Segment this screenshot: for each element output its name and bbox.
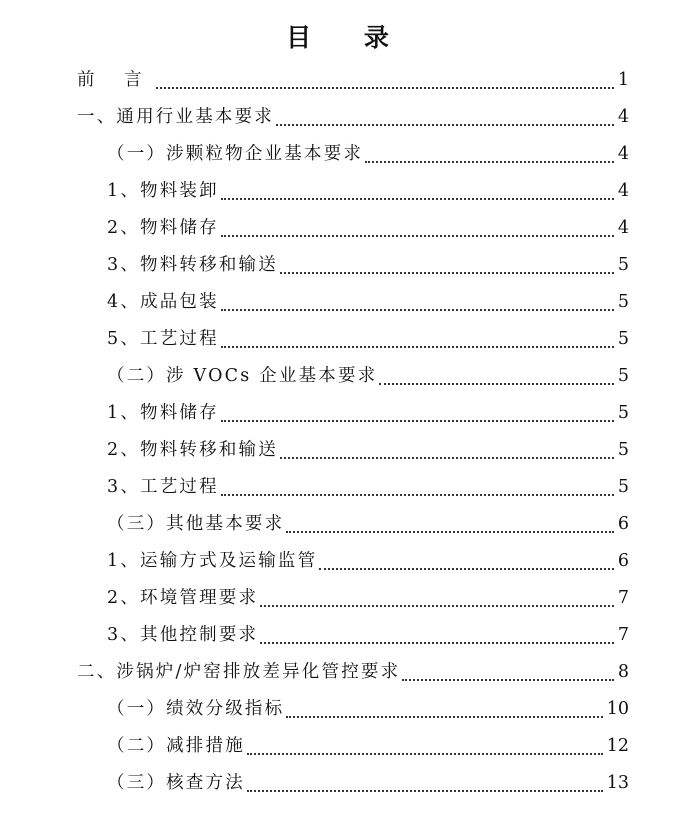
toc-entry-text: 1、物料储存: [107, 402, 219, 423]
toc-entry[interactable]: [107, 617, 629, 654]
toc-page-number: 5: [617, 291, 629, 312]
toc-leader-dots: [319, 567, 614, 570]
toc-leader-dots: [280, 271, 614, 274]
toc-entry-text: （一）涉颗粒物企业基本要求: [107, 143, 364, 164]
toc-entry[interactable]: [107, 173, 629, 210]
toc-page-number: 5: [617, 439, 629, 460]
toc-page-number: 7: [617, 624, 629, 645]
toc-page-number: 10: [606, 698, 629, 719]
toc-leader-dots: [260, 641, 614, 644]
toc-entry-text: （一）绩效分级指标: [107, 698, 285, 719]
toc-page-number: 5: [617, 476, 629, 497]
toc-entry[interactable]: [107, 210, 629, 247]
toc-entry[interactable]: [77, 99, 629, 136]
toc-entry-text: （三）其他基本要求: [107, 513, 285, 534]
toc-entry-text: 2、物料转移和输送: [107, 439, 278, 460]
toc-entry-text: （二）减排措施: [107, 735, 245, 756]
toc-page-number: 4: [617, 143, 629, 164]
toc-leader-dots: [402, 678, 614, 681]
toc-entry-text: 1、物料装卸: [107, 180, 219, 201]
toc-leader-dots: [221, 234, 614, 237]
toc-entry-text: 3、物料转移和输送: [107, 254, 278, 275]
toc-entry-text: 二、涉锅炉/炉窑排放差异化管控要求: [77, 661, 401, 682]
toc-entry[interactable]: [77, 654, 629, 691]
toc-page-number: 6: [617, 513, 629, 534]
toc-leader-dots: [286, 530, 614, 533]
toc-entry[interactable]: [107, 247, 629, 284]
toc-entry[interactable]: [107, 284, 629, 321]
toc-entry[interactable]: [107, 765, 629, 802]
toc-leader-dots: [221, 493, 614, 496]
toc-page-number: 13: [606, 772, 629, 793]
toc-entry-text: 一、通用行业基本要求: [77, 106, 274, 127]
toc-entry-text: （三）核查方法: [107, 772, 245, 793]
toc-entry[interactable]: [107, 432, 629, 469]
toc-leader-dots: [247, 752, 603, 755]
toc-leader-dots: [221, 345, 614, 348]
toc-entry-text: 4、成品包装: [107, 291, 219, 312]
toc-entry[interactable]: [107, 469, 629, 506]
toc-leader-dots: [247, 789, 603, 792]
toc-entry[interactable]: [107, 543, 629, 580]
toc-title: 目 录: [286, 23, 411, 52]
toc-entry[interactable]: [77, 62, 629, 99]
toc-entry[interactable]: [107, 136, 629, 173]
toc-entry[interactable]: [107, 358, 629, 395]
toc-page-number: 5: [617, 254, 629, 275]
toc-entry[interactable]: [107, 506, 629, 543]
toc-page-number: 12: [606, 735, 629, 756]
toc-page-number: 1: [617, 69, 629, 90]
toc-page-number: 4: [617, 106, 629, 127]
toc-page-number: 4: [617, 180, 629, 201]
toc-entry-text: 2、物料储存: [107, 217, 219, 238]
toc-leader-dots: [221, 308, 614, 311]
toc-entry-text: （二）涉 VOCs 企业基本要求: [107, 365, 378, 386]
toc-page-number: 8: [617, 661, 629, 682]
toc-page-number: 6: [617, 550, 629, 571]
toc-entry[interactable]: [107, 691, 629, 728]
toc-entry-text: 3、其他控制要求: [107, 624, 259, 645]
toc-leader-dots: [221, 419, 614, 422]
toc-page-number: 5: [617, 402, 629, 423]
toc-entry-text: 5、工艺过程: [107, 328, 219, 349]
toc-page-number: 5: [617, 365, 629, 386]
toc-leader-dots: [379, 382, 613, 385]
toc-leader-dots: [260, 604, 614, 607]
toc-page-number: 5: [617, 328, 629, 349]
toc-leader-dots: [221, 197, 614, 200]
toc-entry-text: 1、运输方式及运输监管: [107, 550, 318, 571]
toc-entry[interactable]: [107, 321, 629, 358]
toc-entry-text: 前 言: [77, 69, 154, 90]
toc-page-number: 7: [617, 587, 629, 608]
toc-entry[interactable]: [107, 395, 629, 432]
toc-leader-dots: [156, 86, 614, 89]
toc-entry-text: 2、环境管理要求: [107, 587, 259, 608]
toc-entry[interactable]: [107, 728, 629, 765]
toc-leader-dots: [276, 123, 614, 126]
toc-leader-dots: [286, 715, 602, 718]
toc-leader-dots: [365, 160, 614, 163]
toc-leader-dots: [280, 456, 614, 459]
toc-entry[interactable]: [107, 580, 629, 617]
toc-entry-text: 3、工艺过程: [107, 476, 219, 497]
toc-page-number: 4: [617, 217, 629, 238]
